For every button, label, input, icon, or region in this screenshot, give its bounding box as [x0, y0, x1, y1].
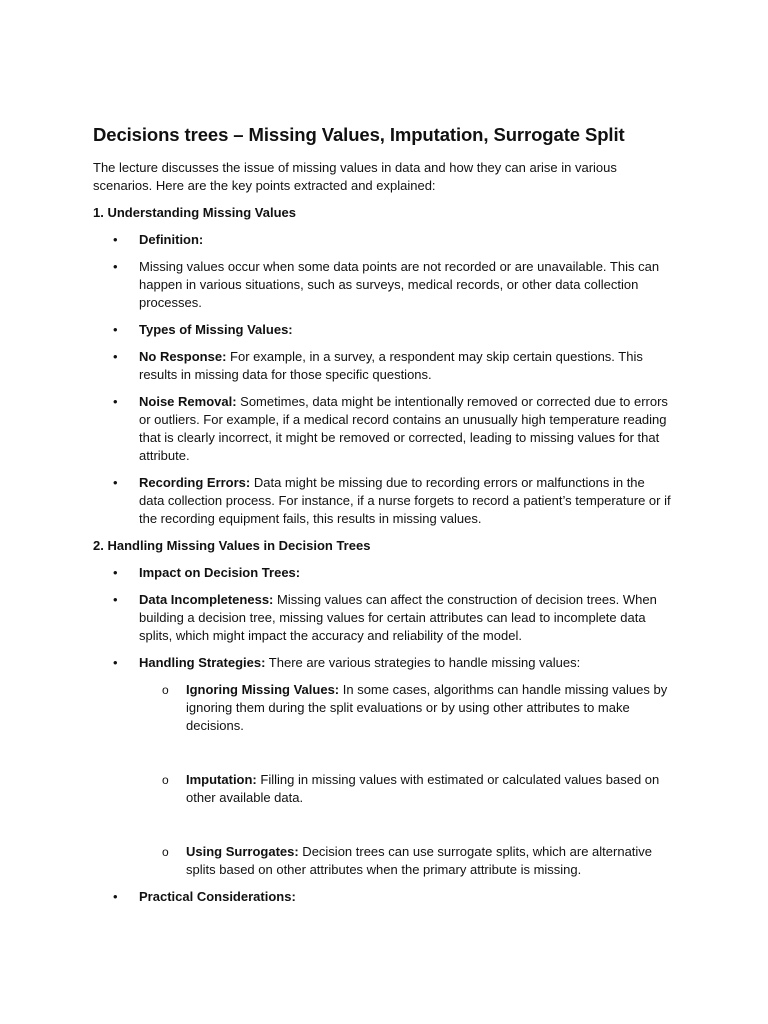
list-item: • Types of Missing Values: — [113, 322, 293, 337]
bullet-icon: • — [113, 394, 118, 409]
list-item: • Missing values occur when some data points are not recorded or are unavailable. This can happen in various situations, such as surveys, medical records, or other data collection processes. — [113, 259, 660, 310]
document-title: Decisions trees – Missing Values, Imputation, Surrogate Split — [93, 124, 625, 145]
sublist-item: o Ignoring Missing Values: In some cases, algorithms can handle missing values by ignoring them during the split evaluations or by using other attributes to make decisions. — [162, 682, 668, 733]
bullet-icon: • — [113, 592, 118, 607]
list-item: • Recording Errors: Data might be missing due to recording errors or malfunctions in the data collection process. For instance, if a nurse forgets to record a patient’s temperature or if the recording equipment fails, this results in missing values. — [113, 475, 671, 526]
sub-bullet-icon: o — [162, 845, 169, 859]
list-item: • Practical Considerations: — [113, 889, 296, 904]
bullet-icon: • — [113, 475, 118, 490]
bullet-icon: • — [113, 889, 118, 904]
bullet-icon: • — [113, 259, 118, 274]
list-item: • Data Incompleteness: Missing values can affect the construction of decision trees. When building a decision tree, missing values for certain attributes can lead to incomplete data splits, which might impact the accuracy and reliability of the model. — [113, 592, 657, 643]
list-item: • Definition: — [113, 232, 204, 247]
sub-bullet-icon: o — [162, 773, 169, 787]
bullet-icon: • — [113, 565, 118, 580]
sublist-item: o Using Surrogates: Decision trees can use surrogate splits, which are alternative splits based on other attributes when the primary attribute is missing. — [162, 844, 653, 877]
section-heading-handling: 2. Handling Missing Values in Decision Trees — [93, 538, 371, 553]
list-item: • Impact on Decision Trees: — [113, 565, 301, 580]
bullet-icon: • — [113, 322, 118, 337]
section2-list — [93, 564, 672, 906]
list-item: • Noise Removal: Sometimes, data might be intentionally removed or corrected due to errors or outliers. For example, if a medical record contains an unusually high temperature reading that is clearly incorrect, it might be removed or corrected, leading to missing values for that attribute. — [113, 394, 668, 463]
intro-paragraph: The lecture discusses the issue of missing values in data and how they can arise in various scenarios. Here are the key points extracted and explained: — [93, 160, 617, 193]
sub-bullet-icon: o — [162, 683, 169, 697]
sublist-item: o Imputation: Filling in missing values with estimated or calculated values based on other available data. — [162, 772, 660, 805]
bullet-icon: • — [113, 349, 118, 364]
list-item: • No Response: For example, in a survey, a respondent may skip certain questions. This results in missing data for those specific questions. — [113, 349, 643, 382]
section-heading-understanding: 1. Understanding Missing Values — [93, 205, 296, 220]
list-item: • Handling Strategies: There are various strategies to handle missing values: o Ignoring Missing Values: In some cases, algorithms can handle missing values by ignoring them during the split evaluations or by using other attributes to make decisions. o Imputation: Filling in missing values with estimated or calculated values based on other available data. o Using Surrogates: Decision trees can use surrogate splits, which are alternative splits based on other attributes when the primary attribute is missing. — [93, 654, 672, 879]
bullet-icon: • — [113, 232, 118, 247]
bullet-icon: • — [113, 655, 118, 670]
section1-list — [93, 231, 672, 528]
strategies-sublist — [139, 681, 672, 879]
